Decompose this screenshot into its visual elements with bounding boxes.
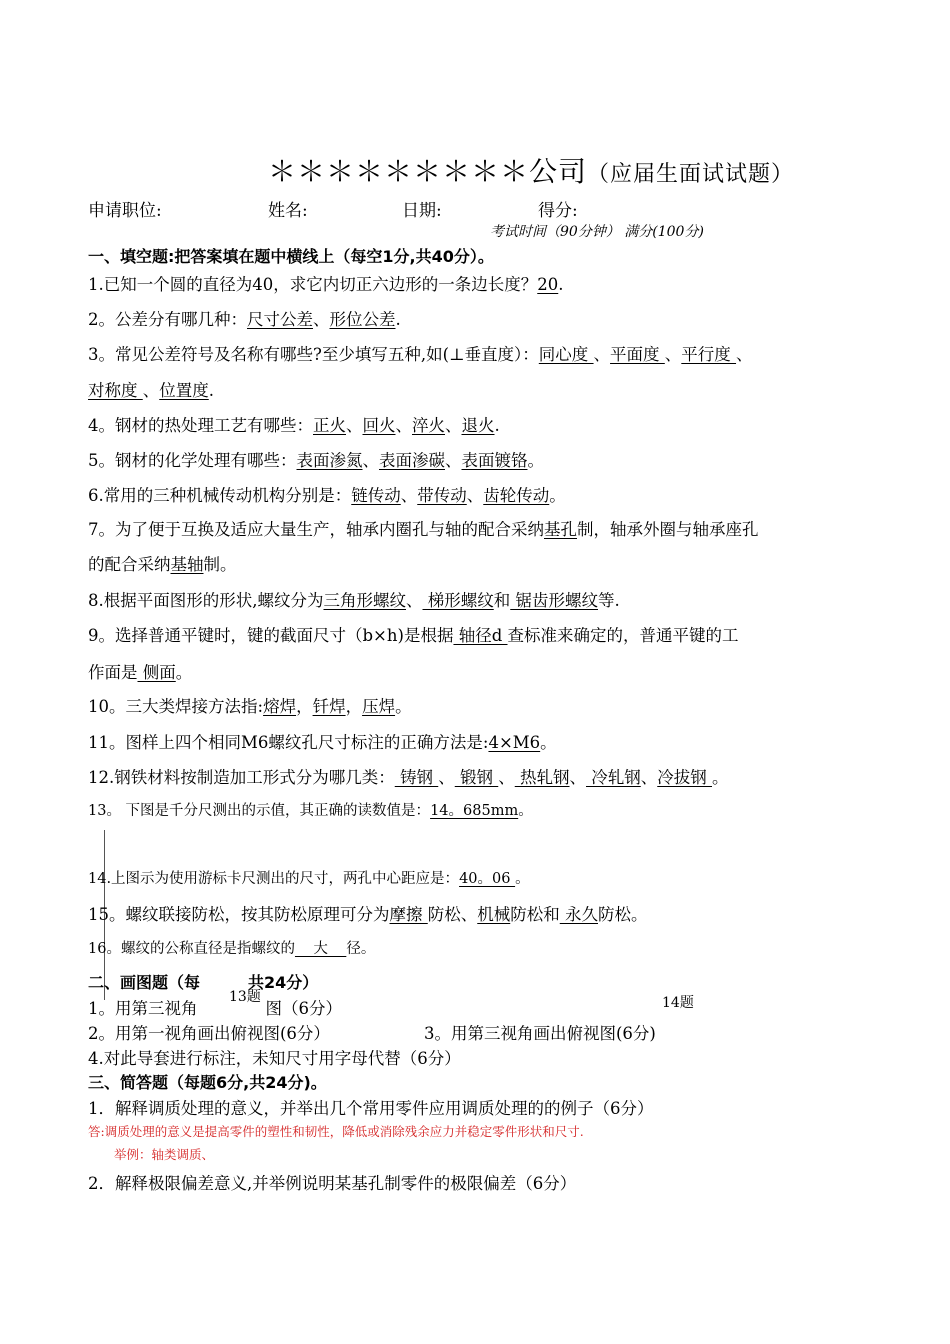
- question-9: [88, 622, 739, 646]
- separator: 、: [362, 451, 379, 470]
- separator: 和: [493, 591, 511, 610]
- separator: 防松和: [510, 905, 560, 924]
- answer: 形位公差: [329, 310, 396, 329]
- answer: 表面渗氮: [296, 451, 363, 470]
- answer: 齿轮传动: [483, 486, 550, 505]
- section2-heading-start: 二、画图题（每: [88, 973, 201, 992]
- separator: 、: [445, 416, 462, 435]
- separator: 、: [569, 768, 586, 787]
- question-text: 10。三大类焊接方法指:: [88, 697, 264, 716]
- separator: 、: [395, 416, 412, 435]
- short-answer-question-1: 1．解释调质处理的意义，并举出几个常用零件应用调质处理的的例子（6分）: [88, 1099, 654, 1118]
- exam-note: 考试时间（90分钟） 满分(100分): [490, 224, 704, 240]
- answer: 退火: [461, 416, 495, 435]
- section1-heading: 一、填空题:把答案填在题中横线上（每空1分,共40分）。: [88, 247, 494, 266]
- question-text: 径。: [346, 941, 376, 957]
- answer: 铸钢: [394, 768, 439, 787]
- answer: 基孔: [544, 520, 577, 539]
- question-12: [88, 764, 729, 788]
- question-text: 16。螺纹的公称直径是指螺纹的: [88, 941, 295, 957]
- answer: 带传动: [417, 486, 467, 505]
- score-label: 得分:: [538, 201, 578, 221]
- separator: 、: [640, 768, 658, 787]
- question-text: 7。为了便于互换及适应大量生产，轴承内圈孔与轴的配合采纳: [88, 520, 544, 539]
- question-5: [88, 447, 544, 471]
- question-text: 5。钢材的化学处理有哪些：: [88, 451, 297, 470]
- separator: 、: [498, 768, 515, 787]
- position-label: 申请职位:: [88, 201, 162, 221]
- answer: 20: [537, 275, 559, 294]
- figure-13-label: 13题: [229, 989, 261, 1005]
- question-text: 防松。: [598, 905, 648, 924]
- question-15: [88, 901, 648, 925]
- answer: 位置度: [159, 381, 209, 400]
- question-text: 9。选择普通平键时，键的截面尺寸（b×h)是根据: [88, 626, 454, 645]
- question-text: 制，轴承外圈与轴承座孔: [577, 520, 759, 539]
- separator: 、: [438, 768, 455, 787]
- drawing-question-1: [88, 995, 342, 1019]
- answer: 表面镀铬: [461, 451, 528, 470]
- answer: 摩擦: [389, 905, 428, 924]
- question-text: 。: [515, 871, 530, 887]
- answer-1-example: 举例：轴类调质、: [114, 1147, 215, 1162]
- question-text: 。: [175, 663, 193, 682]
- question-1: [88, 271, 564, 295]
- drawing-question-3: 3。用第三视角画出俯视图(6分): [424, 1024, 656, 1043]
- question-text: 。: [518, 803, 533, 819]
- separator: 、: [466, 486, 484, 505]
- answer: 三角形螺纹: [323, 591, 406, 610]
- question-11: [88, 729, 557, 753]
- question-text: 。: [549, 486, 566, 505]
- question-text: 15。螺纹联接防松，按其防松原理可分为: [88, 905, 390, 924]
- separator: 、: [736, 345, 753, 364]
- question-text: 1。用第三视角: [88, 999, 198, 1018]
- question-2: [88, 306, 401, 330]
- section2-heading: [88, 970, 318, 993]
- drawing-question-2: 2。用第一视角画出俯视图(6分）: [88, 1024, 330, 1043]
- answer: 回火: [362, 416, 396, 435]
- separator: 防松、: [427, 905, 478, 924]
- question-7: [88, 516, 759, 540]
- answer: 梯形螺纹: [422, 591, 494, 610]
- question-9-cont: [88, 659, 192, 683]
- answer: 热轧钢: [514, 768, 570, 787]
- answer: 4×M6: [488, 733, 541, 752]
- answer: 机械: [477, 905, 511, 924]
- question-3-cont: [88, 377, 214, 401]
- question-10: [88, 693, 412, 717]
- company-title: ＊＊＊＊＊＊＊＊＊公司: [268, 155, 588, 188]
- answer: 基轴: [170, 555, 204, 574]
- answer: 平行度: [681, 345, 737, 364]
- separator: 、: [313, 310, 330, 329]
- question-6: [88, 482, 566, 506]
- answer: 永久: [559, 905, 598, 924]
- answer: 淬火: [412, 416, 445, 435]
- question-3: [88, 341, 753, 365]
- question-text: 的配合采纳: [88, 555, 171, 574]
- title-subtitle: （应届生面试试题）: [587, 162, 795, 187]
- question-text: 12.钢铁材料按制造加工形式分为哪几类：: [88, 768, 395, 787]
- separator: 、: [664, 345, 682, 364]
- question-text: 图（6分）: [265, 999, 342, 1018]
- question-text: 等.: [598, 591, 620, 610]
- answer: 冷拔钢: [657, 768, 712, 787]
- question-text: .: [494, 416, 500, 435]
- question-text: 。: [395, 697, 412, 716]
- answer: 平面度: [610, 345, 665, 364]
- answer-1-text: 答:调质处理的意义是提高零件的塑性和韧性，降低或消除残余应力并稳定零件形状和尺寸.: [88, 1124, 584, 1139]
- separator: 、: [445, 451, 462, 470]
- answer: 压焊: [362, 697, 396, 716]
- answer: 轴径d: [453, 626, 508, 645]
- question-text: 4。钢材的热处理工艺有哪些：: [88, 416, 313, 435]
- question-text: 。: [712, 768, 729, 787]
- short-answer-question-2: 2．解释极限偏差意义,并举例说明某基孔制零件的极限偏差（6分）: [88, 1174, 577, 1193]
- question-text: 2。公差分有哪几种：: [88, 310, 247, 329]
- question-text: 。: [540, 733, 557, 752]
- date-label: 日期:: [402, 201, 442, 221]
- answer: 对称度: [88, 381, 143, 400]
- figure-14-label: 14题: [662, 995, 694, 1011]
- answer: 冷轧钢: [586, 768, 641, 787]
- separator: 、: [142, 381, 160, 400]
- question-text: 8.根据平面图形的形状,螺纹分为: [88, 591, 324, 610]
- page-title: [268, 150, 794, 190]
- question-8: [88, 587, 620, 611]
- question-4: [88, 412, 500, 436]
- question-text: 13。 下图是千分尺测出的示值，其正确的读数值是：: [88, 803, 431, 819]
- separator: 、: [593, 345, 611, 364]
- answer: 尺寸公差: [247, 310, 313, 329]
- name-label: 姓名:: [268, 201, 308, 221]
- answer: 40。06: [459, 871, 516, 887]
- answer: 钎焊: [312, 697, 346, 716]
- answer: 锻钢: [454, 768, 499, 787]
- separator: 、: [406, 591, 423, 610]
- answer: 14。685mm: [430, 803, 519, 819]
- question-7-cont: [88, 551, 237, 575]
- answer: 表面渗碳: [379, 451, 445, 470]
- answer: 链传动: [351, 486, 401, 505]
- question-text: 制。: [203, 555, 237, 574]
- question-text: .: [208, 381, 214, 400]
- question-text: 14.上图示为使用游标卡尺测出的尺寸，两孔中心距应是：: [88, 871, 460, 887]
- question-text: 6.常用的三种机械传动机构分别是：: [88, 486, 352, 505]
- answer: 侧面: [137, 663, 176, 682]
- separator: 、: [400, 486, 418, 505]
- question-13: [88, 799, 533, 820]
- separator: ，: [296, 697, 313, 716]
- question-text: .: [558, 275, 564, 294]
- answer: 锯齿形螺纹: [510, 591, 598, 610]
- question-text: 11。图样上四个相同M6螺纹孔尺寸标注的正确方法是:: [88, 733, 489, 752]
- section3-heading: 三、简答题（每题6分,共24分)。: [88, 1073, 327, 1092]
- drawing-question-4: 4.对此导套进行标注，未知尺寸用字母代替（6分）: [88, 1049, 461, 1068]
- answer: 大: [294, 941, 347, 957]
- separator: 、: [346, 416, 363, 435]
- question-text: 作面是: [88, 663, 138, 682]
- answer: 正火: [313, 416, 346, 435]
- question-16: [88, 937, 375, 958]
- answer: 熔焊: [263, 697, 297, 716]
- question-text: 查标准来确定的，普通平键的工: [507, 626, 739, 645]
- question-text: 1.已知一个圆的直径为40，求它内切正六边形的一条边长度？: [88, 275, 538, 294]
- separator: ，: [345, 697, 363, 716]
- section2-heading-end: 共24分）: [248, 973, 319, 992]
- answer: 同心度: [538, 345, 594, 364]
- question-14: [88, 867, 530, 888]
- question-text: 3。常见公差符号及名称有哪些?至少填写五种,如(⊥垂直度）：: [88, 345, 539, 364]
- question-text: 。: [527, 451, 544, 470]
- question-text: .: [395, 310, 401, 329]
